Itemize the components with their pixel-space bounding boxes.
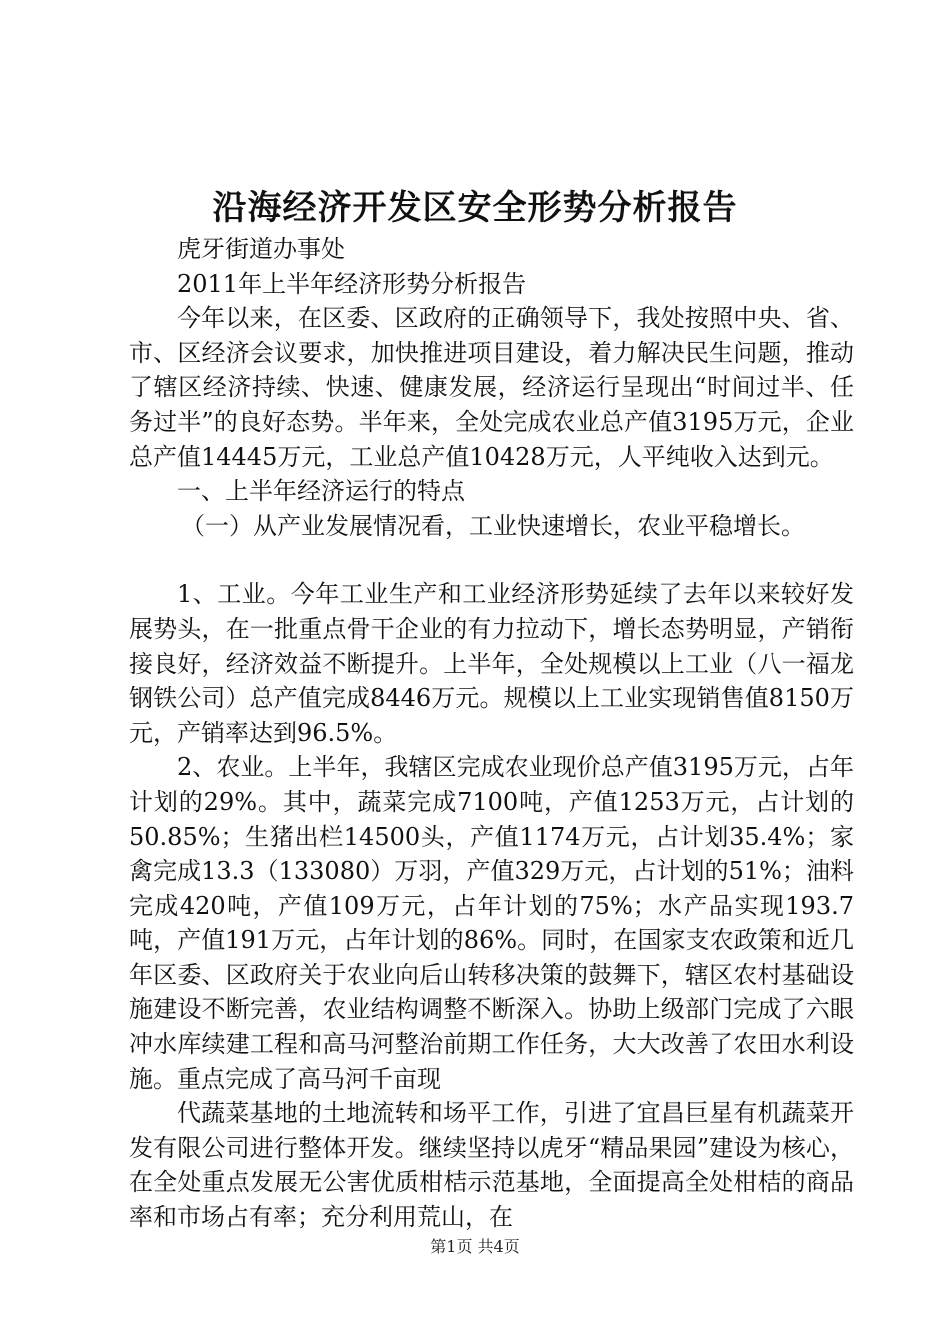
section-heading: 一、上半年经济运行的特点 <box>177 477 465 506</box>
paragraph-intro: 今年以来，在区委、区政府的正确领导下，我处按照中央、省、市、区经济会议要求，加快推进项目建设，着力解决民生问题，推动了辖区经济持续、快速、健康发展，经济运行呈现出“时间过半、任务过半”的良好态势。半年来，全处完成农业总产值3195万元，企业总产值14445万元，工业总产值10428万元，人平纯收入达到元。 <box>129 304 854 471</box>
org-line: 虎牙街道办事处 <box>177 235 345 263</box>
document-body <box>129 232 854 1235</box>
paragraph-continued: 代蔬菜基地的土地流转和场平工作，引进了宜昌巨星有机蔬菜开发有限公司进行整体开发。继续坚持以虎牙“精品果园”建设为核心，在全处重点发展无公害优质柑桔示范基地，全面提高全处柑桔的商品率和市场占有率；充分利用荒山，在 <box>129 1099 854 1232</box>
document-title: 沿海经济开发区安全形势分析报告 <box>212 188 738 228</box>
paragraph-industry: 1、工业。今年工业生产和工业经济形势延续了去年以来较好发展势头，在一批重点骨干企业的有力拉动下，增长态势明显，产销衔接良好，经济效益不断提升。上半年，全处规模以上工业（八一福龙钢铁公司）总产值完成8446万元。规模以上工业实现销售值8150万元，产销率达到96.5%。 <box>129 580 854 747</box>
paragraph-agriculture: 2、农业。上半年，我辖区完成农业现价总产值3195万元，占年计划的29%。其中，蔬菜完成7100吨，产值1253万元，占计划的50.85%；生猪出栏14500头，产值1174万元，占计划35.4%；家禽完成13.3（133080）万羽，产值329万元，占计划的51%；油料完成420吨，产值109万元，占年计划的75%；水产品实现193.7吨，产值191万元，占年计划的86%。同时，在国家支农政策和近几年区委、区政府关于农业向后山转移决策的鼓舞下，辖区农村基础设施建设不断完善，农业结构调整不断深入。协助上级部门完成了六眼冲水库续建工程和高马河整治前期工作任务，大大改善了农田水利设施。重点完成了高马河千亩现 <box>129 753 854 1093</box>
subsection-heading: （一）从产业发展情况看，工业快速增长，农业平稳增长。 <box>181 511 805 540</box>
report-name-line: 2011年上半年经济形势分析报告 <box>177 269 527 298</box>
blank-line <box>129 543 854 577</box>
page-number: 第1页 共4页 <box>430 1237 520 1256</box>
